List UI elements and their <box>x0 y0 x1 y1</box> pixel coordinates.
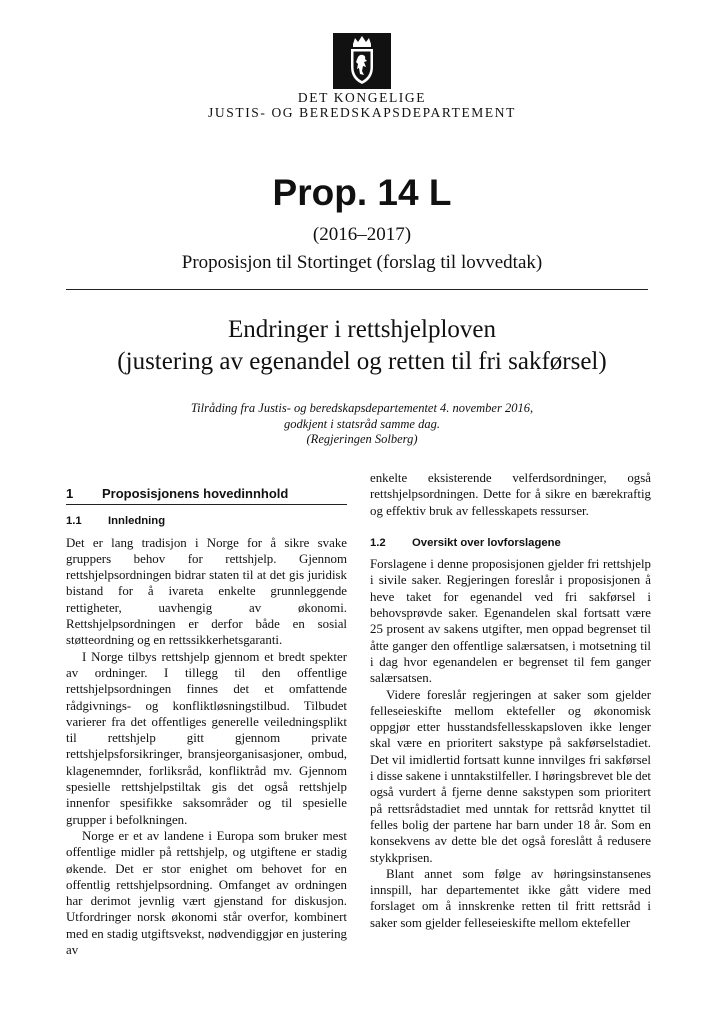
subsection-title: Innledning <box>108 515 166 528</box>
proposition-number: Prop. 14 L <box>272 172 452 213</box>
subsection-number: 1.1 <box>66 515 82 528</box>
paragraph: Forslagene i denne proposisjonen gjelder fri rettshjelp i sivile saker. Regjeringen foreslår i proposisjonen å heve taket for egenandel ved fri sakførsel i behovsprøvde saker. Egenandelen skal fortsatt være 25 prosent av sakens utgifter, men oppad begrenset til åtte ganger den offentlige salærsatsen, i motsetning til i dag hvor egenandelen er begrenset til fem ganger salærsatsen. <box>370 557 651 686</box>
recommendation-line3: (Regjeringen Solberg) <box>306 432 418 446</box>
right-column <box>370 470 651 931</box>
paragraph: I Norge tilbys rettshjelp gjennom et bredt spekter av ordninger. I tillegg til den offentlige rettshjelpsordningen finnes det et omfattende rådgivnings- og konfliktløsningstilbud. Tilbudet varierer fra det offentliges generelle veiledningsplikt til rettshjelp gitt gjennom private rettshjelpsforsikringer, bransjeorganisasjoner, ombud, klagenemnder, forliksråd, konfliktråd mv. Gjennom spesielle rettshjelpstiltak gis det også rettshjelp innenfor spesifikke saksområder og til spesielle grupper i befolkningen. <box>66 649 347 827</box>
section-title: Proposisjonens hovedinnhold <box>102 486 289 501</box>
document-title-line1: Endringer i rettshjelploven <box>228 316 496 343</box>
document-title <box>0 314 724 378</box>
coat-of-arms-icon <box>333 33 391 89</box>
title-divider <box>66 289 648 290</box>
subsection-heading <box>66 513 347 529</box>
paragraph: Blant annet som følge av høringsinstansenes innspill, har departementet ikke gått videre med forslaget om å innskrenke retten til fritt rettsråd i saker som gjelder felleseieskifte mellom ektefeller <box>370 866 651 930</box>
session-years: (2016–2017) <box>312 224 412 245</box>
subsection-number: 1.2 <box>370 536 386 549</box>
left-column <box>66 486 347 958</box>
subsection-title: Oversikt over lovforslagene <box>412 536 561 549</box>
section-heading <box>66 486 347 505</box>
subsection-heading <box>370 535 651 551</box>
recommendation-note <box>0 401 724 448</box>
paragraph: Det er lang tradisjon i Norge for å sikre svake gruppers behov for rettshjelp. Gjennom rettshjelpsordningen bidrar staten til at det gis juridisk bistand for å ivareta enkelte grunnleggende rettigheter, uavhengig av økonomi. Rettshjelpsordningen er derfor både en sosial støtteordning og en rettssikkerhetsgaranti. <box>66 535 347 648</box>
department-name-line2: JUSTIS- OG BEREDSKAPSDEPARTEMENT <box>208 105 516 120</box>
section-number: 1 <box>66 486 74 501</box>
paragraph: enkelte eksisterende velferdsordninger, også rettshjelpsordningen. Dette for å sikre en bærekraftig og effektiv bruk av fellesskapets ressurser. <box>370 471 651 518</box>
recommendation-line2: godkjent i statsråd samme dag. <box>284 416 440 431</box>
department-name-line1: DET KONGELIGE <box>297 90 427 105</box>
paragraph: Videre foreslår regjeringen at saker som gjelder felleseieskifte mellom ektefeller og økonomisk oppgjør etter husstandsfellesskapsloven ikke lenger skal være en prioritert sakstype på sakførselstadiet. Det vil imidlertid fortsatt kunne innvilges fri sakførsel i disse sakene i unntakstilfeller. I høringsbrevet ble det også vurdert å fjerne denne sakstypen som prioritert på rettsrådstadiet med unntak for rettsråd knyttet til felles bolig der partene har barn under 18 år. Som en konsekvens av dette ble det også foreslått å redusere stykkprisen. <box>370 687 652 865</box>
paragraph: Norge er et av landene i Europa som bruker mest offentlige midler på rettshjelp, og utgiftene er stadig økende. Det er stor enighet om behovet for en offentlig rettshjelpsordning. Omfanget av ordningen har derimot jevnlig vært gjenstand for diskusjon. Utfordringer norsk økonomi står overfor, kombinert med en stadig utgiftsvekst, nødvendiggjør en justering av <box>66 828 347 958</box>
document-title-line2: (justering av egenandel og retten til fri sakførsel) <box>117 348 607 375</box>
proposition-type: Proposisjon til Stortinget (forslag til lovvedtak) <box>181 252 543 273</box>
recommendation-line1: Tilråding fra Justis- og beredskapsdepartementet 4. november 2016, <box>190 401 534 415</box>
